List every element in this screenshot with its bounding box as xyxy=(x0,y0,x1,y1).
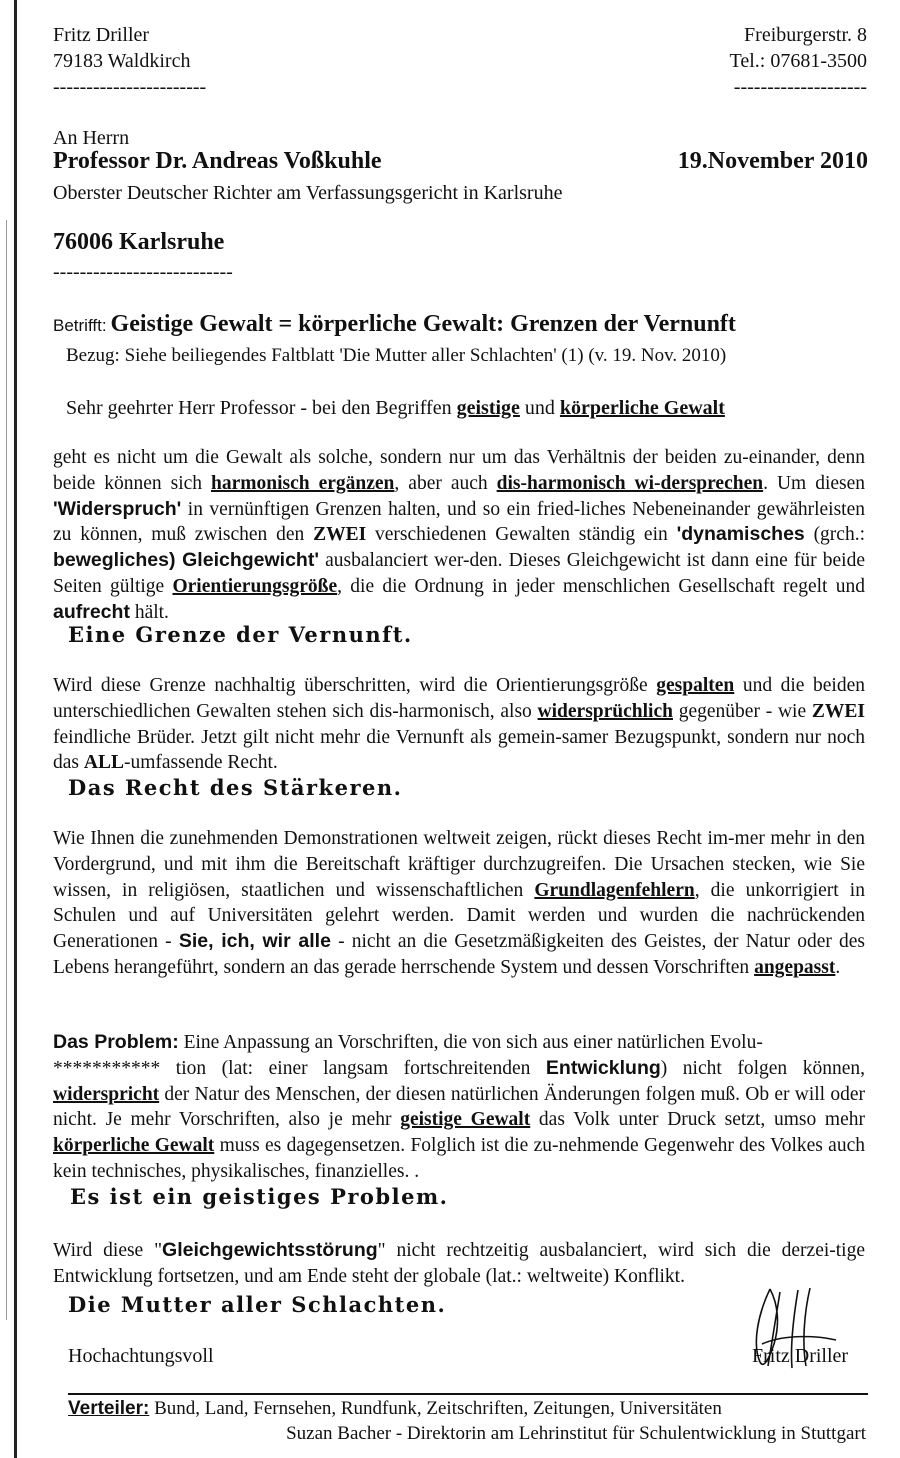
sender-rule: ----------------------- xyxy=(53,76,207,98)
closing-text: Hochachtungsvoll xyxy=(68,1345,214,1367)
letter-date: 19.November 2010 xyxy=(677,148,868,174)
recipient-city: 76006 Karlsruhe xyxy=(53,229,225,255)
distribution-label: Verteiler: xyxy=(68,1398,150,1419)
sender-address-rule: -------------------- xyxy=(733,76,867,98)
paragraph-3: Wie Ihnen die zunehmenden Demonstrationen weltweit zeigen, rückt dieses Recht im-mer mehr in den Vordergrund, und mit ihm die Bereitschaft kräftiger durchzugreifen. Die Ursachen stecken, wie Sie wissen, in religiösen, staatlichen und wissenschaftlichen Grundlagenfehlern, die unkorrigiert in Schulen und auf Universitäten gelehrt werden. Damit werden und wurden die nachrückenden Generationen - Sie, ich, wir alle - nicht an die Gesetzmäßigkeiten des Geistes, der Natur oder des Lebens herangeführt, sondern an das gerade herrschende System und dessen Vorschriften angepasst. xyxy=(53,828,865,978)
recipient-title: Oberster Deutscher Richter am Verfassungsgericht in Karlsruhe xyxy=(53,182,563,204)
heading-recht-des-staerkeren: Das Recht des Stärkeren. xyxy=(68,775,403,800)
heading-grenze-der-vernunft: Eine Grenze der Vernunft. xyxy=(68,622,413,647)
distribution-line-2: Suzan Bacher - Direktorin am Lehrinstitut für Schulentwicklung in Stuttgart xyxy=(286,1423,866,1444)
heading-geistiges-problem: Es ist ein geistiges Problem. xyxy=(70,1184,449,1209)
sender-phone: Tel.: 07681-3500 xyxy=(729,50,867,72)
greeting-text: Sehr geehrter Herr Professor - bei den Begriffen xyxy=(66,397,457,419)
sender-name: Fritz Driller xyxy=(53,24,150,46)
distribution-recipients: Bund, Land, Fernsehen, Rundfunk, Zeitschriften, Zeitungen, Universitäten xyxy=(149,1398,722,1419)
recipient-salutation: An Herrn xyxy=(53,127,130,149)
paragraph-2: Wird diese Grenze nachhaltig überschritten, wird die Orientierungsgröße gespalten und die beiden unterschiedlichen Gewalten stehen sich dis-harmonisch, also widersprüchlich gegenüber - wie ZWEI feindliche Brüder. Jetzt gilt nicht mehr die Vernunft als gemein-samer Bezugspunkt, sondern nur noch das ALL-umfassende Recht. xyxy=(53,675,865,774)
paragraph-1: geht es nicht um die Gewalt als solche, sondern nur um das Verhältnis der beiden zu-einander, denn beide können sich harmonisch ergänzen, aber auch dis-harmonisch wi-dersprechen. Um diesen 'Widerspruch' in vernünftigen Grenzen halten, und so ein fried-liches Nebeneinander gewährleisten zu können, muß zwischen den ZWEI verschiedenen Gewalten ständig ein 'dynamisches (grch.: bewegliches) Gleichgewicht' ausbalanciert wer-den. Dieses Gleichgewicht ist dann eine für beide Seiten gültige Orientierungsgröße, die die Ordnung in jeder menschlichen Gesellschaft regelt und aufrecht hält. xyxy=(53,447,866,623)
subject-line xyxy=(53,311,736,338)
recipient-name: Professor Dr. Andreas Voßkuhle xyxy=(53,148,382,174)
distribution-line-1 xyxy=(68,1396,722,1421)
sender-address-block xyxy=(730,22,867,100)
subject-reference: Bezug: Siehe beiliegendes Faltblatt 'Die Mutter aller Schlachten' (1) (v. 19. Nov. 2010) xyxy=(66,345,727,366)
subject-label: Betrifft: xyxy=(53,316,107,335)
greeting-term-koerperliche: körperliche Gewalt xyxy=(559,397,725,419)
scan-margin-line xyxy=(6,220,7,1320)
heading-mutter-aller-schlachten: Die Mutter aller Schlachten. xyxy=(68,1292,447,1317)
paragraph-4: Das Problem: Eine Anpassung an Vorschriften, die von sich aus einer natürlichen Evolu- *********** tion (lat: einer langsam fortschreitenden Entwicklung) nicht folgen können, widerspricht der Natur des Menschen, der diesen natürlichen Änderungen folgen muß. Ob er will oder nicht. Je mehr Vorschriften, also je mehr geistige Gewalt das Volk unter Druck setzt, umso mehr körperliche Gewalt muss es dagegensetzen. Folglich ist die zu-nehmende Gegenwehr des Volkes auch kein technisches, physikalisches, finanzielles. . xyxy=(53,1031,865,1182)
greeting-connector: und xyxy=(519,397,560,419)
greeting-term-geistige: geistige xyxy=(456,397,520,419)
subject-text: Geistige Gewalt = körperliche Gewalt: Grenzen der Vernunft xyxy=(110,311,736,337)
divider-line xyxy=(68,1393,868,1395)
recipient-rule: --------------------------- xyxy=(53,261,233,283)
sender-block xyxy=(53,22,206,100)
greeting-line xyxy=(66,395,725,421)
page-edge-line xyxy=(14,0,17,1458)
sender-street: Freiburgerstr. 8 xyxy=(744,24,867,46)
paragraph-5: Wird diese "Gleichgewichtsstörung" nicht rechtzeitig ausbalanciert, wird sich die derzei-tige Entwicklung fortsetzen, und am Ende steht der globale (lat.: weltweite) Konflikt. xyxy=(53,1239,866,1287)
sender-city: 79183 Waldkirch xyxy=(53,50,191,72)
signature-name: Fritz Driller xyxy=(752,1345,849,1367)
